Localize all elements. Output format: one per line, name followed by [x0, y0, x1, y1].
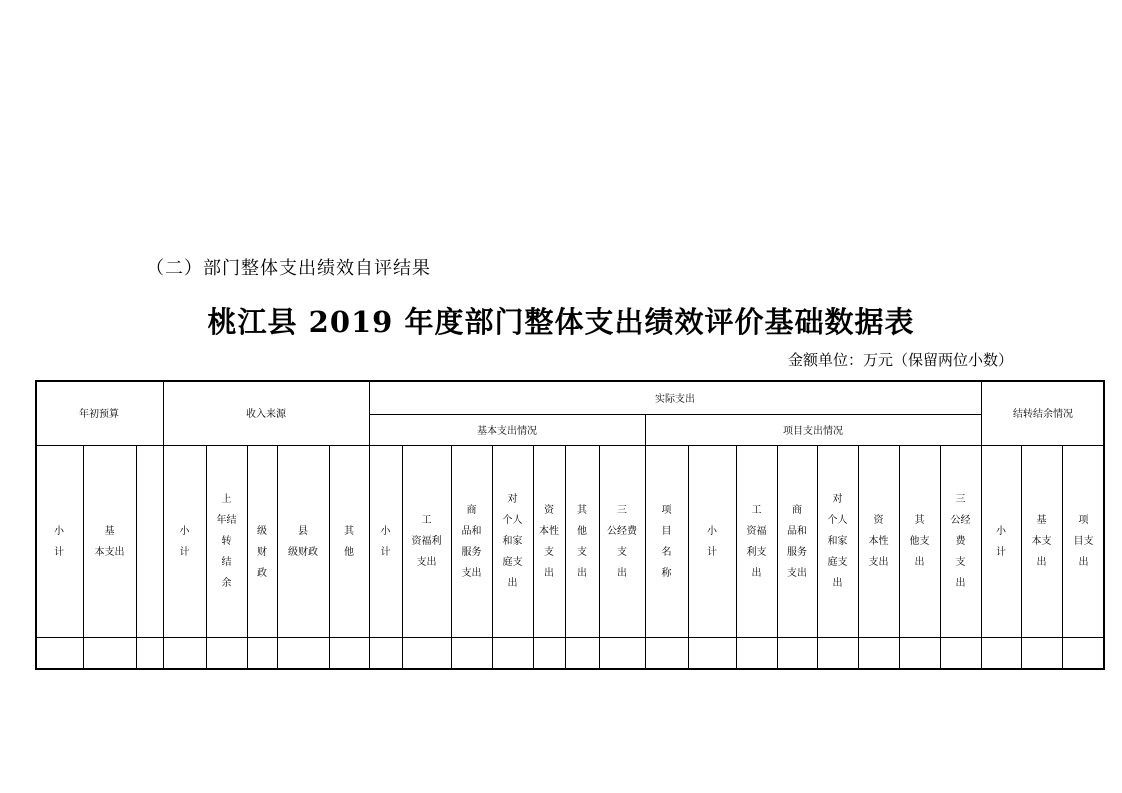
column-header: 其 他支 出 — [909, 515, 930, 568]
data-cell — [940, 638, 981, 668]
column-header: 级 财 政 — [257, 525, 267, 579]
column-header: 项 目支 出 — [1073, 515, 1094, 568]
section-title: （二）部门整体支出绩效自评结果 — [146, 258, 431, 279]
header-initial-budget: 年初预算 — [79, 409, 119, 420]
column-header: 资 本性 支 出 — [539, 504, 559, 579]
data-cell — [981, 638, 1021, 668]
column-header: 基 本支出 — [94, 525, 125, 558]
column-header: 其 他 — [344, 525, 354, 558]
header-project-expenditure: 项目支出情况 — [783, 426, 843, 437]
data-cell — [599, 638, 645, 668]
data-cell — [533, 638, 565, 668]
data-cell — [817, 638, 858, 668]
column-header: 资 本性 支出 — [868, 515, 889, 568]
column-header: 小 计 — [707, 525, 717, 558]
data-cell — [1021, 638, 1062, 668]
data-cell — [565, 638, 599, 668]
column-header: 上 年结 转 结 余 — [216, 494, 237, 589]
data-cell — [206, 638, 247, 668]
column-header: 小 计 — [179, 525, 190, 558]
data-cell — [369, 638, 402, 668]
column-header: 商 品和 服务 支出 — [461, 504, 482, 579]
column-header: 其 他 支 出 — [577, 504, 587, 579]
column-header: 三 公经费 支 出 — [607, 504, 637, 579]
column-header: 小 计 — [380, 525, 391, 558]
header-income-source: 收入来源 — [246, 409, 286, 420]
data-cell — [83, 638, 136, 668]
data-cell — [1062, 638, 1105, 668]
column-header: 小 计 — [54, 525, 64, 558]
column-header: 对 个人 和家 庭支 出 — [502, 494, 523, 589]
data-cell — [402, 638, 451, 668]
data-cell — [688, 638, 736, 668]
header-basic-expenditure: 基本支出情况 — [477, 426, 537, 437]
data-cell — [247, 638, 277, 668]
data-cell — [492, 638, 533, 668]
column-header: 三 公经 费 支 出 — [950, 494, 971, 589]
table-border-bottom — [35, 668, 1105, 670]
column-header: 项 目 名 称 — [661, 504, 672, 579]
data-cell — [277, 638, 329, 668]
data-cell — [899, 638, 940, 668]
data-cell — [736, 638, 777, 668]
column-header: 县 级财政 — [288, 525, 318, 558]
main-title: 桃江县 2019 年度部门整体支出绩效评价基础数据表 — [207, 305, 915, 339]
column-header: 工 资福利 支出 — [411, 515, 442, 568]
header-actual-expenditure: 实际支出 — [655, 393, 695, 405]
data-cell — [777, 638, 817, 668]
data-cell — [645, 638, 688, 668]
column-header: 工 资福 利支 出 — [746, 504, 767, 579]
header-carryover-balance: 结转结余情况 — [1013, 409, 1073, 420]
data-cell — [451, 638, 492, 668]
budget-data-table — [35, 380, 1105, 670]
column-header: 小 计 — [996, 525, 1006, 558]
column-header: 对 个人 和家 庭支 出 — [827, 494, 848, 589]
unit-note: 金额单位：万元（保留两位小数） — [788, 351, 1014, 369]
data-cell — [858, 638, 899, 668]
column-header: 商 品和 服务 支出 — [787, 504, 807, 579]
data-cell — [329, 638, 369, 668]
column-header — [136, 446, 163, 637]
data-cell — [136, 638, 163, 668]
data-cell — [163, 638, 206, 668]
column-header: 基 本支 出 — [1031, 515, 1052, 568]
data-cell — [35, 638, 83, 668]
